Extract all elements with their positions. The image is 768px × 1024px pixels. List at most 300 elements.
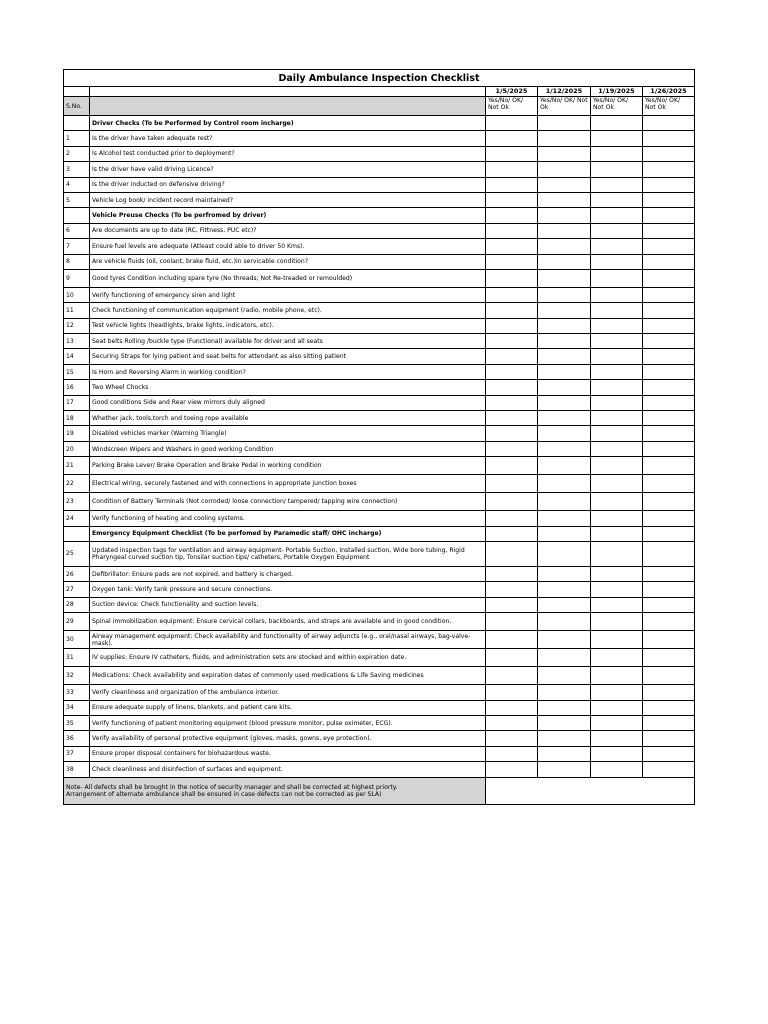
item-number: 3: [64, 162, 90, 177]
sno-header: S.No.: [64, 97, 90, 116]
check-cell[interactable]: [643, 541, 695, 566]
check-cell[interactable]: [486, 685, 538, 700]
item-description: Oxygen tank: Verify tank pressure and secure connections.: [90, 582, 486, 597]
item-description: Condition of Battery Terminals (Not corroded/ loose connection/ tampered/ tapping wire connection): [90, 493, 486, 511]
check-cell[interactable]: [643, 146, 695, 161]
check-cell[interactable]: [643, 364, 695, 379]
checklist-row: [64, 631, 695, 649]
check-cell[interactable]: [486, 426, 538, 441]
check-cell[interactable]: [643, 239, 695, 254]
check-cell[interactable]: [538, 457, 591, 475]
item-number: 22: [64, 475, 90, 493]
check-cell[interactable]: [591, 582, 643, 597]
item-description: Spinal immobilization equipment: Ensure cervical collars, backboards, and straps are available and in good condition.: [90, 613, 486, 631]
check-cell[interactable]: [538, 715, 591, 730]
check-cell[interactable]: [591, 613, 643, 631]
check-cell[interactable]: [486, 364, 538, 379]
check-cell[interactable]: [643, 334, 695, 349]
blank-cell: [64, 526, 90, 541]
checklist-row: [64, 667, 695, 685]
check-cell[interactable]: [591, 177, 643, 192]
check-cell[interactable]: [591, 192, 643, 207]
item-description: Verify functioning of patient monitoring equipment (blood pressure monitor, pulse oximeter, ECG).: [90, 715, 486, 730]
check-cell[interactable]: [591, 511, 643, 526]
checklist-row: [64, 395, 695, 410]
check-cell[interactable]: [591, 223, 643, 238]
check-cell[interactable]: [643, 303, 695, 318]
check-cell[interactable]: [538, 731, 591, 746]
checklist-row: [64, 177, 695, 192]
check-cell[interactable]: [591, 441, 643, 456]
check-cell[interactable]: [643, 613, 695, 631]
check-cell[interactable]: [486, 493, 538, 511]
checklist-row: [64, 582, 695, 597]
check-cell[interactable]: [486, 177, 538, 192]
item-description: Airway management equipment: Check availability and functionality of airway adjuncts (e.g., oral/nasal airways, bag-valve-mask).: [90, 631, 486, 649]
item-description: Good conditions Side and Rear view mirrors duly aligned: [90, 395, 486, 410]
check-cell[interactable]: [538, 192, 591, 207]
note-row: [64, 777, 695, 804]
check-cell[interactable]: [538, 441, 591, 456]
item-number: 36: [64, 731, 90, 746]
item-description: Vehicle Log book/ incident record maintained?: [90, 192, 486, 207]
check-cell[interactable]: [486, 334, 538, 349]
answer-header: Yes/No/ OK/ Not Ok: [591, 97, 643, 116]
check-cell[interactable]: [538, 269, 591, 287]
check-cell[interactable]: [591, 411, 643, 426]
check-cell[interactable]: [486, 762, 538, 777]
item-description: Ensure proper disposal containers for biohazardous waste.: [90, 746, 486, 761]
check-cell[interactable]: [591, 762, 643, 777]
check-cell[interactable]: [538, 597, 591, 612]
check-cell[interactable]: [591, 364, 643, 379]
note-text: [64, 777, 486, 804]
item-number: 33: [64, 685, 90, 700]
check-cell[interactable]: [643, 162, 695, 177]
check-cell[interactable]: [643, 685, 695, 700]
item-description: Disabled vehicles marker (Warning Triangle): [90, 426, 486, 441]
check-cell[interactable]: [486, 411, 538, 426]
section-header-row: [64, 116, 695, 131]
checklist-row: [64, 269, 695, 287]
check-cell[interactable]: [643, 426, 695, 441]
check-cell[interactable]: [591, 208, 643, 223]
checklist-row: [64, 441, 695, 456]
check-cell[interactable]: [591, 667, 643, 685]
check-cell[interactable]: [538, 303, 591, 318]
check-cell[interactable]: [538, 131, 591, 146]
blank-cell: [90, 87, 486, 97]
blank-cell: [64, 116, 90, 131]
check-cell[interactable]: [486, 380, 538, 395]
check-cell[interactable]: [538, 395, 591, 410]
check-cell[interactable]: [591, 380, 643, 395]
check-cell[interactable]: [643, 192, 695, 207]
item-description: Two Wheel Chocks: [90, 380, 486, 395]
check-cell[interactable]: [538, 649, 591, 667]
check-cell[interactable]: [538, 380, 591, 395]
check-cell[interactable]: [538, 526, 591, 541]
item-number: 9: [64, 269, 90, 287]
checklist-row: [64, 511, 695, 526]
checklist-row: [64, 239, 695, 254]
item-number: 19: [64, 426, 90, 441]
item-description: Check cleanliness and disinfection of surfaces and equipment.: [90, 762, 486, 777]
check-cell[interactable]: [643, 177, 695, 192]
check-cell[interactable]: [486, 541, 538, 566]
item-description: Good tyres Condition including spare tyre (No threads; Not Re-treaded or remoulded): [90, 269, 486, 287]
item-number: 18: [64, 411, 90, 426]
item-description: Securing Straps for lying patient and seat belts for attendant as also sitting patient: [90, 349, 486, 364]
item-description: IV supplies: Ensure IV catheters, fluids, and administration sets are stocked and within expiration date.: [90, 649, 486, 667]
checklist-row: [64, 287, 695, 302]
check-cell[interactable]: [538, 349, 591, 364]
item-number: 32: [64, 667, 90, 685]
check-cell[interactable]: [538, 541, 591, 566]
checklist-row: [64, 146, 695, 161]
item-description: Is the driver have valid driving Licence?: [90, 162, 486, 177]
checklist-row: [64, 349, 695, 364]
checklist-row: [64, 162, 695, 177]
checklist-row: [64, 700, 695, 715]
check-cell[interactable]: [538, 631, 591, 649]
item-number: 11: [64, 303, 90, 318]
check-cell[interactable]: [486, 146, 538, 161]
item-description: Defibrillator: Ensure pads are not expired, and battery is charged.: [90, 566, 486, 581]
check-cell[interactable]: [643, 493, 695, 511]
item-number: 26: [64, 566, 90, 581]
check-cell[interactable]: [643, 254, 695, 269]
check-cell[interactable]: [486, 303, 538, 318]
check-cell[interactable]: [591, 493, 643, 511]
check-cell[interactable]: [643, 566, 695, 581]
date-header: 1/5/2025: [486, 87, 538, 97]
check-cell[interactable]: [643, 700, 695, 715]
check-cell[interactable]: [538, 667, 591, 685]
check-cell[interactable]: [486, 162, 538, 177]
check-cell[interactable]: [643, 597, 695, 612]
check-cell[interactable]: [643, 380, 695, 395]
checklist-row: [64, 426, 695, 441]
check-cell[interactable]: [591, 566, 643, 581]
checklist-row: [64, 731, 695, 746]
item-number: 15: [64, 364, 90, 379]
check-cell[interactable]: [591, 649, 643, 667]
check-cell[interactable]: [486, 318, 538, 333]
check-cell[interactable]: [486, 582, 538, 597]
item-description: Whether jack, tools,torch and toeing rope available: [90, 411, 486, 426]
item-number: 21: [64, 457, 90, 475]
check-cell[interactable]: [591, 475, 643, 493]
check-cell[interactable]: [591, 349, 643, 364]
item-description: Is the driver inducted on defensive driving?: [90, 177, 486, 192]
checklist-row: [64, 380, 695, 395]
check-cell[interactable]: [643, 349, 695, 364]
note-line: Arrangement of alternate ambulance shall be ensured in case defects can not be corrected as per SLA): [66, 790, 382, 798]
check-cell[interactable]: [643, 269, 695, 287]
answer-header: Yes/No/ OK/ Not Ok: [643, 97, 695, 116]
note-blank: [486, 777, 695, 804]
check-cell[interactable]: [486, 457, 538, 475]
item-description: Is Alcohol test conducted prior to deployment?: [90, 146, 486, 161]
item-number: 38: [64, 762, 90, 777]
check-cell[interactable]: [538, 566, 591, 581]
check-cell[interactable]: [538, 685, 591, 700]
item-number: 37: [64, 746, 90, 761]
check-cell[interactable]: [538, 746, 591, 761]
check-cell[interactable]: [538, 177, 591, 192]
check-cell[interactable]: [486, 131, 538, 146]
item-number: 4: [64, 177, 90, 192]
check-cell[interactable]: [643, 223, 695, 238]
check-cell[interactable]: [538, 239, 591, 254]
check-cell[interactable]: [591, 541, 643, 566]
check-cell[interactable]: [486, 746, 538, 761]
page-title: Daily Ambulance Inspection Checklist: [64, 70, 695, 87]
check-cell[interactable]: [486, 395, 538, 410]
check-cell[interactable]: [643, 582, 695, 597]
check-cell[interactable]: [538, 146, 591, 161]
check-cell[interactable]: [643, 667, 695, 685]
check-cell[interactable]: [486, 613, 538, 631]
check-cell[interactable]: [538, 162, 591, 177]
item-description: Verify cleanliness and organization of the ambulance interior.: [90, 685, 486, 700]
item-number: 28: [64, 597, 90, 612]
checklist-row: [64, 493, 695, 511]
check-cell[interactable]: [538, 254, 591, 269]
check-cell[interactable]: [538, 208, 591, 223]
check-cell[interactable]: [591, 162, 643, 177]
check-cell[interactable]: [591, 146, 643, 161]
item-number: 14: [64, 349, 90, 364]
check-cell[interactable]: [591, 715, 643, 730]
check-cell[interactable]: [643, 131, 695, 146]
item-number: 20: [64, 441, 90, 456]
check-cell[interactable]: [486, 475, 538, 493]
section-header-row: [64, 208, 695, 223]
answer-header: Yes/No/ OK/ Not Ok: [538, 97, 591, 116]
date-header: 1/12/2025: [538, 87, 591, 97]
check-cell[interactable]: [538, 364, 591, 379]
check-cell[interactable]: [591, 269, 643, 287]
check-cell[interactable]: [591, 526, 643, 541]
checklist-row: [64, 613, 695, 631]
check-cell[interactable]: [538, 318, 591, 333]
check-cell[interactable]: [486, 631, 538, 649]
check-cell[interactable]: [486, 116, 538, 131]
check-cell[interactable]: [486, 566, 538, 581]
check-cell[interactable]: [643, 287, 695, 302]
check-cell[interactable]: [643, 441, 695, 456]
check-cell[interactable]: [591, 395, 643, 410]
item-description: Suction device: Check functionality and suction levels.: [90, 597, 486, 612]
check-cell[interactable]: [486, 526, 538, 541]
item-description: Electrical wiring, securely fastened and with connections in appropriate junction boxes: [90, 475, 486, 493]
check-cell[interactable]: [486, 349, 538, 364]
date-header: 1/19/2025: [591, 87, 643, 97]
item-number: 2: [64, 146, 90, 161]
inspection-checklist-table: [63, 69, 695, 805]
item-description: Verify functioning of heating and cooling systems.: [90, 511, 486, 526]
item-number: 34: [64, 700, 90, 715]
check-cell[interactable]: [591, 239, 643, 254]
date-header-row: [64, 87, 695, 97]
check-cell[interactable]: [591, 303, 643, 318]
check-cell[interactable]: [643, 395, 695, 410]
answer-header: Yes/No/ OK/ Not Ok: [486, 97, 538, 116]
item-number: 1: [64, 131, 90, 146]
check-cell[interactable]: [591, 334, 643, 349]
check-cell[interactable]: [643, 457, 695, 475]
checklist-row: [64, 457, 695, 475]
check-cell[interactable]: [643, 762, 695, 777]
check-cell[interactable]: [486, 254, 538, 269]
item-number: 8: [64, 254, 90, 269]
item-description: Updated inspection tags for ventilation and airway equipment- Portable Suction, Installed suction, Wide bore tubing, Rigid Pharyngeal curved suction tip, Tonsilar suction tips/ catheters, Portable Oxygen Equipment: [90, 541, 486, 566]
check-cell[interactable]: [591, 685, 643, 700]
item-number: 27: [64, 582, 90, 597]
check-cell[interactable]: [591, 318, 643, 333]
item-description: Parking Brake Lever/ Brake Operation and Brake Pedal in working condition: [90, 457, 486, 475]
check-cell[interactable]: [591, 700, 643, 715]
item-number: 31: [64, 649, 90, 667]
item-number: 17: [64, 395, 90, 410]
check-cell[interactable]: [486, 511, 538, 526]
check-cell[interactable]: [538, 287, 591, 302]
checklist-row: [64, 685, 695, 700]
check-cell[interactable]: [538, 334, 591, 349]
check-cell[interactable]: [486, 700, 538, 715]
item-description: Ensure fuel levels are adequate (Atleast could able to driver 50 Kms).: [90, 239, 486, 254]
check-cell[interactable]: [486, 649, 538, 667]
check-cell[interactable]: [643, 318, 695, 333]
check-cell[interactable]: [538, 613, 591, 631]
checklist-row: [64, 131, 695, 146]
checklist-row: [64, 334, 695, 349]
item-description: Verify functioning of emergency siren and light: [90, 287, 486, 302]
blank-cell: [64, 87, 90, 97]
item-description: Test vehicle lights (headlights, brake lights, indicators, etc).: [90, 318, 486, 333]
check-cell[interactable]: [538, 762, 591, 777]
check-cell[interactable]: [486, 715, 538, 730]
check-cell[interactable]: [591, 746, 643, 761]
check-cell[interactable]: [591, 631, 643, 649]
check-cell[interactable]: [643, 411, 695, 426]
check-cell[interactable]: [538, 116, 591, 131]
check-cell[interactable]: [591, 116, 643, 131]
checklist-row: [64, 541, 695, 566]
check-cell[interactable]: [643, 116, 695, 131]
item-description: Medications: Check availability and expiration dates of commonly used medications & Life Saving medicines: [90, 667, 486, 685]
item-description: Verify availability of personal protective equipment (gloves, masks, gowns, eye protection).: [90, 731, 486, 746]
item-number: 12: [64, 318, 90, 333]
check-cell[interactable]: [538, 511, 591, 526]
check-cell[interactable]: [643, 731, 695, 746]
check-cell[interactable]: [486, 269, 538, 287]
check-cell[interactable]: [591, 254, 643, 269]
checklist-row: [64, 192, 695, 207]
item-number: 16: [64, 380, 90, 395]
item-description: Are documents are up to date (RC, Fittness, PUC etc)?: [90, 223, 486, 238]
checklist-row: [64, 223, 695, 238]
item-number: 23: [64, 493, 90, 511]
check-cell[interactable]: [486, 667, 538, 685]
check-cell[interactable]: [486, 223, 538, 238]
check-cell[interactable]: [591, 426, 643, 441]
check-cell[interactable]: [643, 631, 695, 649]
item-number: 5: [64, 192, 90, 207]
check-cell[interactable]: [643, 526, 695, 541]
note-line: Note- All defects shall be brought in the notice of security manager and shall be corrected at highest priorty.: [66, 783, 398, 791]
column-header-row: [64, 97, 695, 116]
checklist-row: [64, 649, 695, 667]
checklist-row: [64, 746, 695, 761]
checklist-row: [64, 566, 695, 581]
item-number: 35: [64, 715, 90, 730]
check-cell[interactable]: [643, 475, 695, 493]
section-title: Driver Checks (To be Performed by Control room incharge): [90, 116, 486, 131]
check-cell[interactable]: [538, 700, 591, 715]
check-cell[interactable]: [538, 223, 591, 238]
item-number: 30: [64, 631, 90, 649]
blank-cell: [64, 208, 90, 223]
check-cell[interactable]: [591, 731, 643, 746]
date-header: 1/26/2025: [643, 87, 695, 97]
item-number: 13: [64, 334, 90, 349]
check-cell[interactable]: [538, 411, 591, 426]
check-cell[interactable]: [643, 746, 695, 761]
description-header: [90, 97, 486, 116]
check-cell[interactable]: [538, 426, 591, 441]
check-cell[interactable]: [643, 511, 695, 526]
checklist-row: [64, 364, 695, 379]
check-cell[interactable]: [486, 597, 538, 612]
item-number: 10: [64, 287, 90, 302]
section-title: Emergency Equipment Checklist (To be perfomed by Paramedic staff/ OHC incharge): [90, 526, 486, 541]
item-number: 24: [64, 511, 90, 526]
section-header-row: [64, 526, 695, 541]
check-cell[interactable]: [486, 192, 538, 207]
item-description: Windscreen Wipers and Washers in good working Condition: [90, 441, 486, 456]
checklist-row: [64, 318, 695, 333]
check-cell[interactable]: [486, 208, 538, 223]
checklist-row: [64, 762, 695, 777]
check-cell[interactable]: [591, 131, 643, 146]
check-cell[interactable]: [486, 441, 538, 456]
check-cell[interactable]: [643, 208, 695, 223]
check-cell[interactable]: [538, 582, 591, 597]
check-cell[interactable]: [486, 287, 538, 302]
item-description: Ensure adequate supply of linens, blankets, and patient care kits.: [90, 700, 486, 715]
check-cell[interactable]: [643, 715, 695, 730]
item-description: Check functioning of communication equipment (radio, mobile phone, etc).: [90, 303, 486, 318]
check-cell[interactable]: [538, 493, 591, 511]
check-cell[interactable]: [591, 457, 643, 475]
check-cell[interactable]: [591, 597, 643, 612]
item-description: Seat belts Rolling /buckle type (Functional) available for driver and all seats: [90, 334, 486, 349]
check-cell[interactable]: [643, 649, 695, 667]
section-title: Vehicle Preuse Checks (To be perfromed by driver): [90, 208, 486, 223]
check-cell[interactable]: [486, 239, 538, 254]
checklist-row: [64, 715, 695, 730]
check-cell[interactable]: [591, 287, 643, 302]
item-number: 29: [64, 613, 90, 631]
check-cell[interactable]: [486, 731, 538, 746]
checklist-row: [64, 411, 695, 426]
check-cell[interactable]: [538, 475, 591, 493]
item-description: Is the driver have taken adequate rest?: [90, 131, 486, 146]
item-number: 25: [64, 541, 90, 566]
